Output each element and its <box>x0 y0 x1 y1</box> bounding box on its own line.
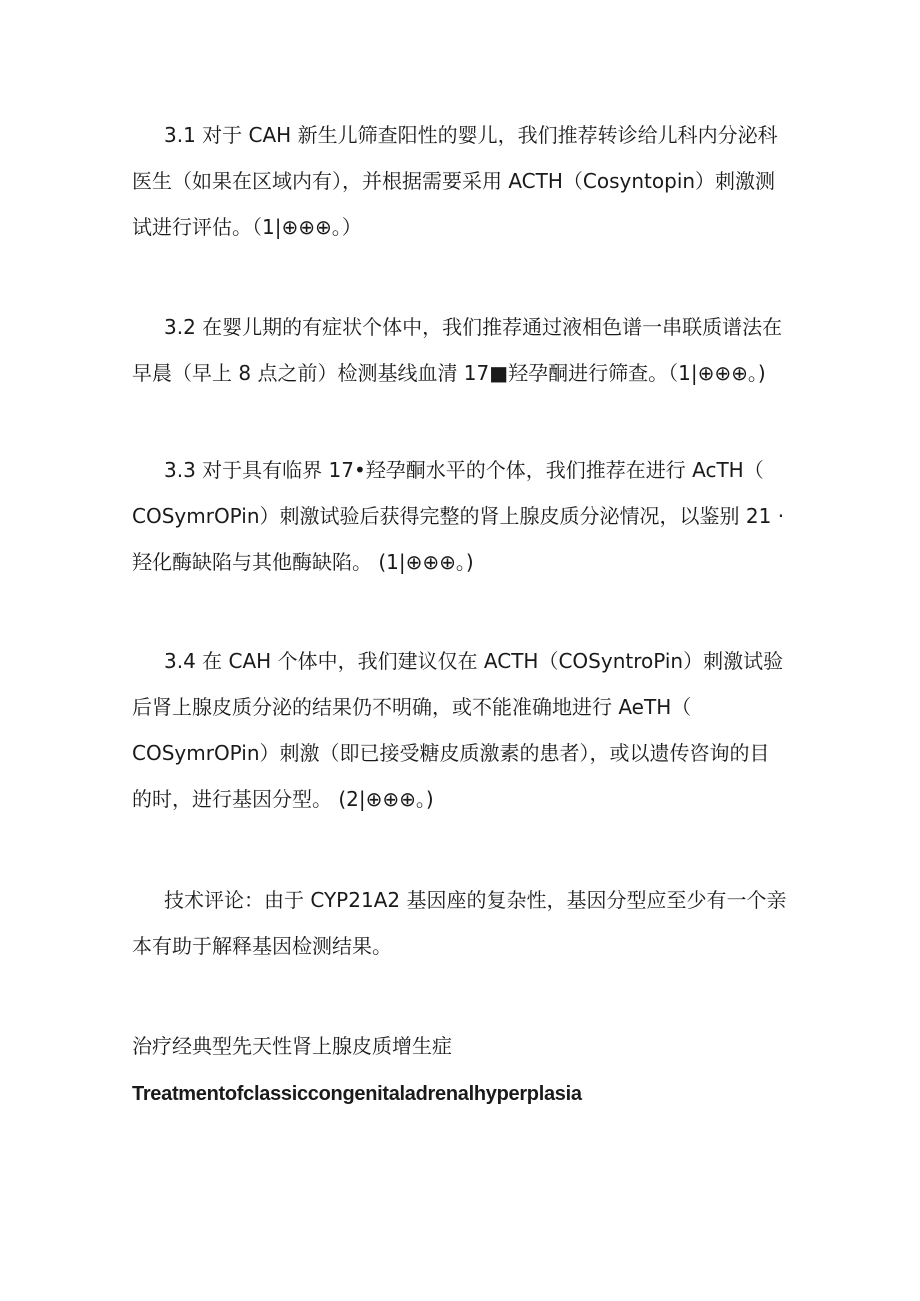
recommendation-3-1 <box>132 112 792 250</box>
technical-remark <box>132 877 792 969</box>
section-heading-english: Treatmentofclassiccongenitaladrenalhyperplasia <box>132 1083 582 1105</box>
text-line: 试进行评估。（1|⊕⊕⊕。） <box>132 215 362 239</box>
text-line: 3.1 对于 CAH 新生儿筛查阳性的婴儿，我们推荐转诊给儿科内分泌科 <box>164 123 778 147</box>
text-line: COSymrOPin）刺激试验后获得完整的肾上腺皮质分泌情况，以鉴别 21 · <box>132 504 785 528</box>
text-line: 本有助于解释基因检测结果。 <box>132 934 392 958</box>
text-line: 后肾上腺皮质分泌的结果仍不明确，或不能准确地进行 AeTH（ <box>132 695 692 719</box>
recommendation-3-3 <box>132 447 792 585</box>
text-line: 早晨（早上 8 点之前）检测基线血清 17■羟孕酮进行筛查。（1|⊕⊕⊕。) <box>132 361 766 385</box>
recommendation-3-4 <box>132 638 792 822</box>
text-line: 技术评论：由于 CYP21A2 基因座的复杂性，基因分型应至少有一个亲 <box>164 888 787 912</box>
text-line: 的时，进行基因分型。 (2|⊕⊕⊕。) <box>132 787 434 811</box>
text-line: 3.4 在 CAH 个体中，我们建议仅在 ACTH（COSyntroPin）刺激试验 <box>164 649 784 673</box>
text-line: 3.3 对于具有临界 17•羟孕酮水平的个体，我们推荐在进行 AcTH（ <box>164 458 764 482</box>
recommendation-3-2 <box>132 304 792 396</box>
text-line: 医生（如果在区域内有），并根据需要采用 ACTH（Cosyntopin）刺激测 <box>132 169 776 193</box>
text-line: 3.2 在婴儿期的有症状个体中，我们推荐通过液相色谱一串联质谱法在 <box>164 315 783 339</box>
text-line: 羟化酶缺陷与其他酶缺陷。 (1|⊕⊕⊕。) <box>132 550 474 574</box>
text-line: COSymrOPin）刺激（即已接受糖皮质激素的患者），或以遗传咨询的目 <box>132 741 770 765</box>
section-heading-chinese: 治疗经典型先天性肾上腺皮质增生症 <box>132 1034 452 1058</box>
